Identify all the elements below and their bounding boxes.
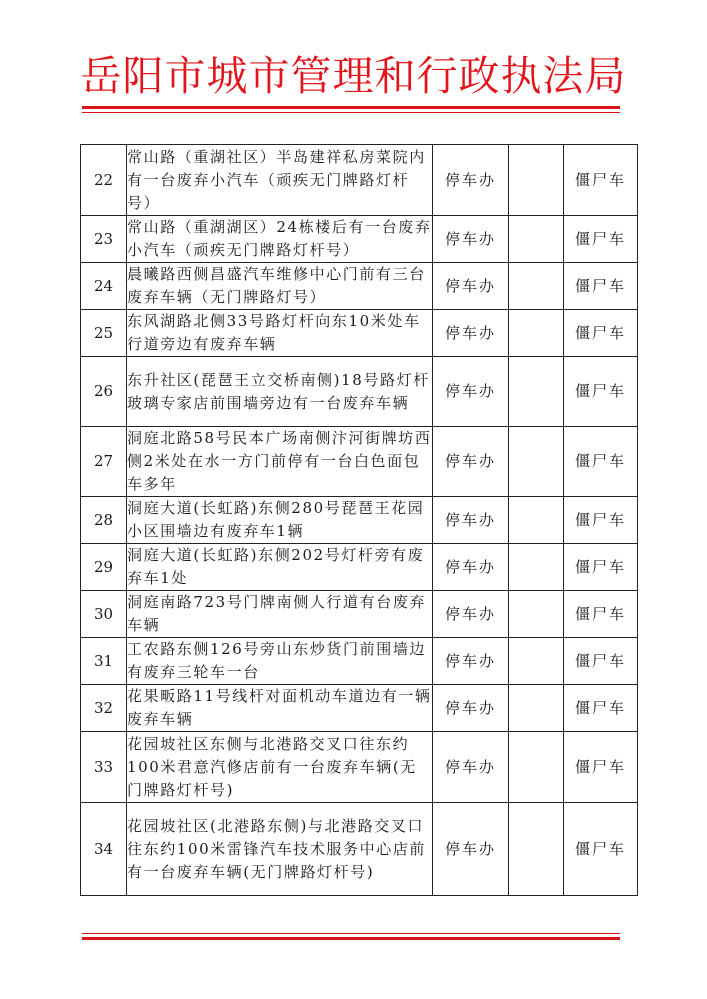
- row-description: 花果畈路11号线杆对面机动车道边有一辆废弃车辆: [127, 685, 433, 732]
- row-category: 僵尸车: [564, 263, 638, 310]
- header-rule-thin: [82, 112, 620, 113]
- table-row: [81, 145, 638, 216]
- row-number: 26: [81, 357, 127, 427]
- row-number: 27: [81, 427, 127, 497]
- row-category: 僵尸车: [564, 591, 638, 638]
- row-empty-cell: [509, 357, 564, 427]
- row-description: 常山路（重湖湖区）24栋楼后有一台废弃小汽车（顽疾无门牌路灯杆号）: [127, 216, 433, 263]
- row-description: 洞庭北路58号民本广场南侧汴河街牌坊西侧2米处在水一方门前停有一台白色面包车多年: [127, 427, 433, 497]
- row-department: 停车办: [433, 803, 509, 896]
- table-row: [81, 732, 638, 803]
- row-number: 30: [81, 591, 127, 638]
- row-category: 僵尸车: [564, 145, 638, 216]
- row-category: 僵尸车: [564, 357, 638, 427]
- row-department: 停车办: [433, 357, 509, 427]
- row-number: 29: [81, 544, 127, 591]
- table-row: [81, 263, 638, 310]
- row-number: 24: [81, 263, 127, 310]
- row-description: 工农路东侧126号旁山东炒货门前围墙边有废弃三轮车一台: [127, 638, 433, 685]
- row-department: 停车办: [433, 732, 509, 803]
- row-description: 洞庭大道(长虹路)东侧202号灯杆旁有废弃车1处: [127, 544, 433, 591]
- row-number: 33: [81, 732, 127, 803]
- row-department: 停车办: [433, 310, 509, 357]
- row-empty-cell: [509, 803, 564, 896]
- row-description: 洞庭大道(长虹路)东侧280号琵琶王花园小区围墙边有废弃车1辆: [127, 497, 433, 544]
- row-department: 停车办: [433, 216, 509, 263]
- row-department: 停车办: [433, 685, 509, 732]
- row-department: 停车办: [433, 638, 509, 685]
- row-department: 停车办: [433, 263, 509, 310]
- row-description: 晨曦路西侧昌盛汽车维修中心门前有三台废弃车辆（无门牌路灯号）: [127, 263, 433, 310]
- row-empty-cell: [509, 310, 564, 357]
- table-row: [81, 803, 638, 896]
- table-row: [81, 427, 638, 497]
- row-empty-cell: [509, 638, 564, 685]
- row-category: 僵尸车: [564, 497, 638, 544]
- row-number: 22: [81, 145, 127, 216]
- table-row: [81, 638, 638, 685]
- row-description: 花园坡社区东侧与北港路交叉口往东约100米君意汽修店前有一台废弃车辆(无门牌路灯杆号): [127, 732, 433, 803]
- row-description: 洞庭南路723号门牌南侧人行道有台废弃车辆: [127, 591, 433, 638]
- row-empty-cell: [509, 732, 564, 803]
- issue-table: [80, 144, 638, 896]
- row-empty-cell: [509, 427, 564, 497]
- letterhead-title: 岳阳市城市管理和行政执法局: [80, 52, 627, 100]
- issue-table-body: [81, 145, 638, 896]
- footer-rule-thick: [82, 937, 620, 940]
- row-description: 东风湖路北侧33号路灯杆向东10米处车行道旁边有废弃车辆: [127, 310, 433, 357]
- row-number: 28: [81, 497, 127, 544]
- row-empty-cell: [509, 544, 564, 591]
- row-department: 停车办: [433, 427, 509, 497]
- row-number: 34: [81, 803, 127, 896]
- header-rule-thick: [82, 106, 620, 109]
- table-row: [81, 216, 638, 263]
- table-row: [81, 310, 638, 357]
- table-row: [81, 497, 638, 544]
- row-description: 常山路（重湖社区）半岛建祥私房菜院内有一台废弃小汽车（顽疾无门牌路灯杆号）: [127, 145, 433, 216]
- row-department: 停车办: [433, 591, 509, 638]
- row-empty-cell: [509, 216, 564, 263]
- table-row: [81, 357, 638, 427]
- row-empty-cell: [509, 685, 564, 732]
- row-empty-cell: [509, 145, 564, 216]
- footer-rule-thin: [82, 933, 620, 934]
- row-category: 僵尸车: [564, 803, 638, 896]
- row-number: 25: [81, 310, 127, 357]
- table-row: [81, 544, 638, 591]
- row-empty-cell: [509, 497, 564, 544]
- row-number: 31: [81, 638, 127, 685]
- row-description: 花园坡社区(北港路东侧)与北港路交叉口往东约100米雷锋汽车技术服务中心店前有一台废弃车辆(无门牌路灯杆号): [127, 803, 433, 896]
- row-category: 僵尸车: [564, 638, 638, 685]
- row-category: 僵尸车: [564, 544, 638, 591]
- row-category: 僵尸车: [564, 310, 638, 357]
- row-category: 僵尸车: [564, 685, 638, 732]
- row-empty-cell: [509, 591, 564, 638]
- row-category: 僵尸车: [564, 216, 638, 263]
- row-category: 僵尸车: [564, 427, 638, 497]
- row-description: 东升社区(琵琶王立交桥南侧)18号路灯杆玻璃专家店前围墙旁边有一台废弃车辆: [127, 357, 433, 427]
- row-department: 停车办: [433, 497, 509, 544]
- row-category: 僵尸车: [564, 732, 638, 803]
- table-row: [81, 685, 638, 732]
- row-number: 23: [81, 216, 127, 263]
- row-department: 停车办: [433, 145, 509, 216]
- row-number: 32: [81, 685, 127, 732]
- row-empty-cell: [509, 263, 564, 310]
- row-department: 停车办: [433, 544, 509, 591]
- table-row: [81, 591, 638, 638]
